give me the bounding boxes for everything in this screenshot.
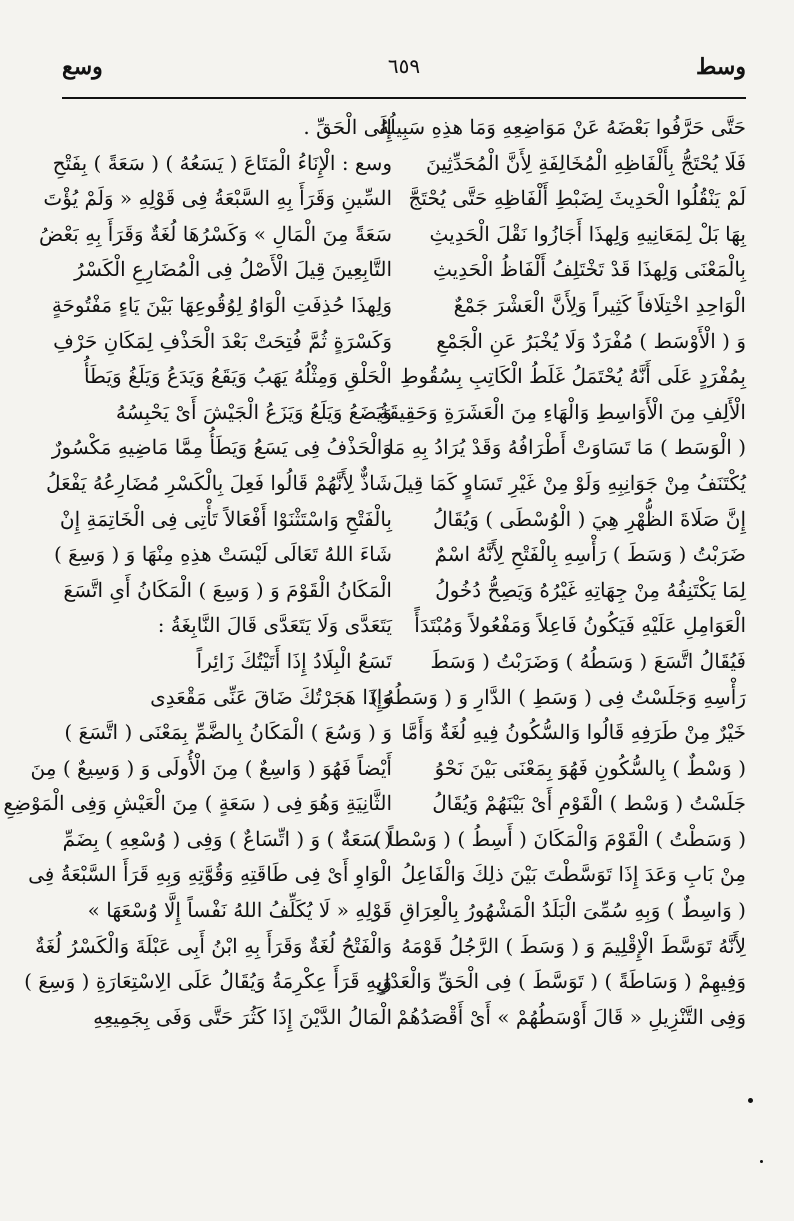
right-text-column xyxy=(370,110,746,1035)
page-number: ٦٥٩ xyxy=(387,54,421,78)
text-line: سَعَةً مِنَ الْمَالِ » وَكَسْرُهَا لُغَةٌ وَقَرَأَ بِهِ بَعْضُ xyxy=(39,221,392,246)
text-line: شَاءَ اللهُ تَعَالَى لَيْسَتْ هذِهِ مِنْهَا وَ ( وَسِعَ ) xyxy=(53,542,392,567)
text-line: شَاذٌّ لِأَنَّهُمْ قَالُوا فَعِلَ بِالْكَسْرِ مُضَارِعُهُ يَفْعَلُ xyxy=(45,470,392,495)
header-left-keyword: وسع xyxy=(62,54,103,80)
text-line: بِمُفْرَدٍ عَلَى أَنَّهُ يُحْتَمَلُ غَلَطُ الْكَاتِبِ بِسُقُوطِ xyxy=(399,364,746,389)
text-line: وَإِذَا هَجَرْتُكَ ضَاقَ عَنِّى مَقْعَدِى xyxy=(150,684,392,709)
text-line: الْعَوَامِلِ عَلَيْهِ فَيَكُونُ فَاعِلاً وَمَفْعُولاً وَمُبْتَدَأً xyxy=(414,613,746,638)
text-line: وَلِهذَا حُذِفَتِ الْوَاوُ لِوُقُوعِهَا بَيْنَ يَاءٍ مَفْتُوحَةٍ xyxy=(51,292,392,317)
header-rule xyxy=(62,97,746,99)
text-line: وَالْحَذْفُ فِى يَسَعُ وَيَطَأُ مِمَّا مَاضِيهِ مَكْسُورٌ xyxy=(51,435,392,460)
text-line: وَفِيهِمْ ( وَسَاطَةً ) ( تَوَسَّطَ ) فِى الْحَقِّ وَالْعَدْلِ xyxy=(375,969,746,994)
page-header xyxy=(62,54,746,94)
text-line: فَلَا يُحْتَجُّ بِأَلْفَاظِهِ الْمُخَالِفَةِ لِأَنَّ الْمُحَدِّثِينَ xyxy=(426,150,746,175)
text-line: الْمَالُ الدَّيْنَ إِذَا كَثُرَ حَتَّى وَفَى بِجَمِيعِهِ xyxy=(93,1004,392,1029)
text-line: إِنَّ صَلَاةَ الظُّهْرِ هِيَ ( الْوُسْطَى ) وَيُقَالُ xyxy=(432,506,746,531)
text-line: وَ ( وَسُعَ ) الْمَكَانُ بِالضَّمِّ بِمَعْنَى ( اتَّسَعَ ) xyxy=(64,720,392,745)
text-line: الْوَاوِ أَىْ فِى طَاقَتِهِ وَقُوَّتِهِ وَبِهِ قَرَأَ السَّبْعَةُ فِى xyxy=(28,862,392,887)
text-line: ( وَاسِطٌ ) وَبِهِ سُمِّىَ الْبَلَدُ الْمَشْهُورُ بِالْعِرَاقِ xyxy=(399,898,746,923)
text-line: لِمَا يَكْتَنِفُهُ مِنْ جِهَاتِهِ غَيْرُهُ وَيَصِحُّ دُخُولُ xyxy=(435,577,746,602)
text-line: بِهَا بَلْ لِمَعَانِيهِ وَلِهذَا أَجَازُوا نَقْلَ الْحَدِيثِ xyxy=(429,221,746,246)
text-line: السِّينِ وَقَرَأَ بِهِ السَّبْعَةُ فِى قَوْلِهِ « وَلَمْ يُؤْتَ xyxy=(43,186,392,211)
margin-dot xyxy=(748,1098,753,1103)
text-line: بِالْمَعْنَى وَلِهذَا قَدْ تَخْتَلِفُ أَلْفَاظُ الْحَدِيثِ xyxy=(433,257,746,282)
text-line: الْمَكَانُ الْقَوْمَ وَ ( وَسِعَ ) الْمَكَانُ أَىِ اتَّسَعَ xyxy=(63,577,392,602)
text-line: قَوْلِهِ « لَا يُكَلِّفُ اللهُ نَفْساً إِلَّا وُسْعَهَا » xyxy=(87,898,392,923)
text-line: مِنْ بَابِ وَعَدَ إِذَا تَوَسَّطْتَ بَيْنَ ذلِكَ وَالْفَاعِلُ xyxy=(400,862,746,887)
header-right-keyword: وسط xyxy=(696,54,746,80)
text-line: ( سَعَةٌ ) وَ ( اتِّسَاعٌ ) وَفِى ( وُسْعِهِ ) بِضَمِّ xyxy=(62,826,392,851)
text-line: وَ ( الْأَوْسَط ) مُفْرَدٌ وَلَا يُخْبَرُ عَنِ الْجَمْعِ xyxy=(436,328,746,353)
text-line: وَبِهِ قَرَأَ عِكْرِمَةُ وَيُقَالُ عَلَى الِاسْتِعَارَةِ ( وَسِعَ ) xyxy=(24,969,392,994)
text-line: ضَرَبْتُ ( وَسَطَ ) رَأْسِهِ بِالْفَتْحِ لِأَنَّهُ اسْمٌ xyxy=(434,542,746,567)
margin-speck xyxy=(760,1160,763,1163)
text-line: يُكْتَنَفُ مِنْ جَوَانِبِهِ وَلَوْ مِنْ غَيْرِ تَسَاوٍ كَمَا قِيلَ xyxy=(392,470,746,495)
text-line: فَيُقَالُ اتَّسَعَ ( وَسَطُهُ ) وَضَرَبْتُ ( وَسَطَ xyxy=(430,648,746,673)
text-line: الْأَلِفِ مِنَ الْأَوَاسِطِ وَالْهَاءِ مِنَ الْعَشَرَةِ وَحَقِيقَةُ xyxy=(378,399,746,424)
text-line: بِالْفَتْحِ وَاسْتَثْنَوْا أَفْعَالاً تَأْتِى فِى الْخَاتِمَةِ إِنْ xyxy=(59,506,392,531)
text-line: جَلَسْتُ ( وَسْط ) الْقَوْمِ أَىْ بَيْنَهُمْ وَيُقَالُ xyxy=(432,791,746,816)
text-line: تَسَعُ الْبِلَادُ إِذَا أَتَيْتُكَ زَائِراً xyxy=(196,648,392,673)
text-line: الْحَلْقِ وَمِثْلُهُ يَهَبُ وَيَقَعُ وَيَدَعُ وَيَلَغُ وَيَطَأُ xyxy=(83,364,392,389)
text-line: أَيْضاً فَهُوَ ( وَاسِعٌ ) مِنَ الْأُولَى وَ ( وَسِيعٌ ) مِنَ xyxy=(30,755,392,780)
text-line: ( وَسْطٌ ) بِالسُّكُونِ فَهُوَ بِمَعْنَى بَيْنَ نَحْوُ xyxy=(434,755,746,780)
text-line: وَيَضَعُ وَيَلَعُ وَيَزَعُ الْجَيْشَ أَىْ يَحْبِسُهُ xyxy=(115,399,392,424)
text-line: يَتَعَدَّى وَلَا يَتَعَدَّى قَالَ النَّابِغَةُ : xyxy=(157,613,392,638)
text-line: وَفِى التَّنْزِيلِ « قَالَ أَوْسَطُهُمْ » أَىْ أَقْصَدُهُمْ xyxy=(396,1004,746,1029)
text-line: حَتَّى حَرَّفُوا بَعْضَهُ عَنْ مَوَاضِعِهِ وَمَا هذِهِ سَبِيلُهُ xyxy=(379,115,746,139)
text-line: التَّابِعِينَ قِيلَ الْأَصْلُ فِى الْمُضَارِعِ الْكَسْرُ xyxy=(74,257,392,282)
text-line: خَيْرٌ مِنْ طَرَفِهِ قَالُوا وَالسُّكُونُ فِيهِ لُغَةٌ وَأَمَّا xyxy=(401,720,746,745)
text-line: ( الْوَسَط ) مَا تَسَاوَتْ أَطْرَافُهُ وَقَدْ يُرَادُ بِهِ مَا xyxy=(388,435,746,460)
text-line: وَالْفَتْحُ لُغَةٌ وَقَرَأَ بِهِ ابْنُ أَبِى عَبْلَةَ وَالْكَسْرُ لُغَةٌ xyxy=(35,933,392,958)
text-line: الثَّانِيَةِ وَهُوَ فِى ( سَعَةٍ ) مِنَ الْعَيْشِ وَفِى الْمَوْضِعِ xyxy=(3,791,392,816)
text-line: لَمْ يَنْقُلُوا الْحَدِيثَ لِضَبْطِ أَلْفَاظِهِ حَتَّى يُحْتَجَّ xyxy=(408,186,746,211)
text-line: وَكَسْرَةٍ ثُمَّ فُتِحَتْ بَعْدَ الْحَذْفِ لِمَكَانِ حَرْفِ xyxy=(53,328,392,353)
text-line: ( وَسَطْتُ ) الْقَوْمَ وَالْمَكَانَ ( أَسِطُ ) ( وَسْطاً ) xyxy=(373,826,746,851)
text-line: لِأَنَّهُ تَوَسَّطَ الْإِقْلِيمَ وَ ( وَسَطَ ) الرَّجُلُ قَوْمَهُ xyxy=(401,933,746,958)
left-text-column xyxy=(3,110,392,1035)
text-line: وسع : الْإِنَاءُ الْمَتَاعَ ( يَسَعُهُ ) ( سَعَةً ) بِفَتْحِ xyxy=(52,150,392,175)
text-line: إِلَى الْحَقِّ . xyxy=(303,115,392,139)
text-line: رَأْسِهِ وَجَلَسْتُ فِى ( وَسَطِ ) الدَّارِ وَ ( وَسَطُهُ ) xyxy=(370,684,746,709)
text-line: الْوَاحِدِ اخْتِلَافاً كَثِيراً وَلِأَنَّ الْعَشْرَ جَمْعٌ xyxy=(453,292,746,317)
